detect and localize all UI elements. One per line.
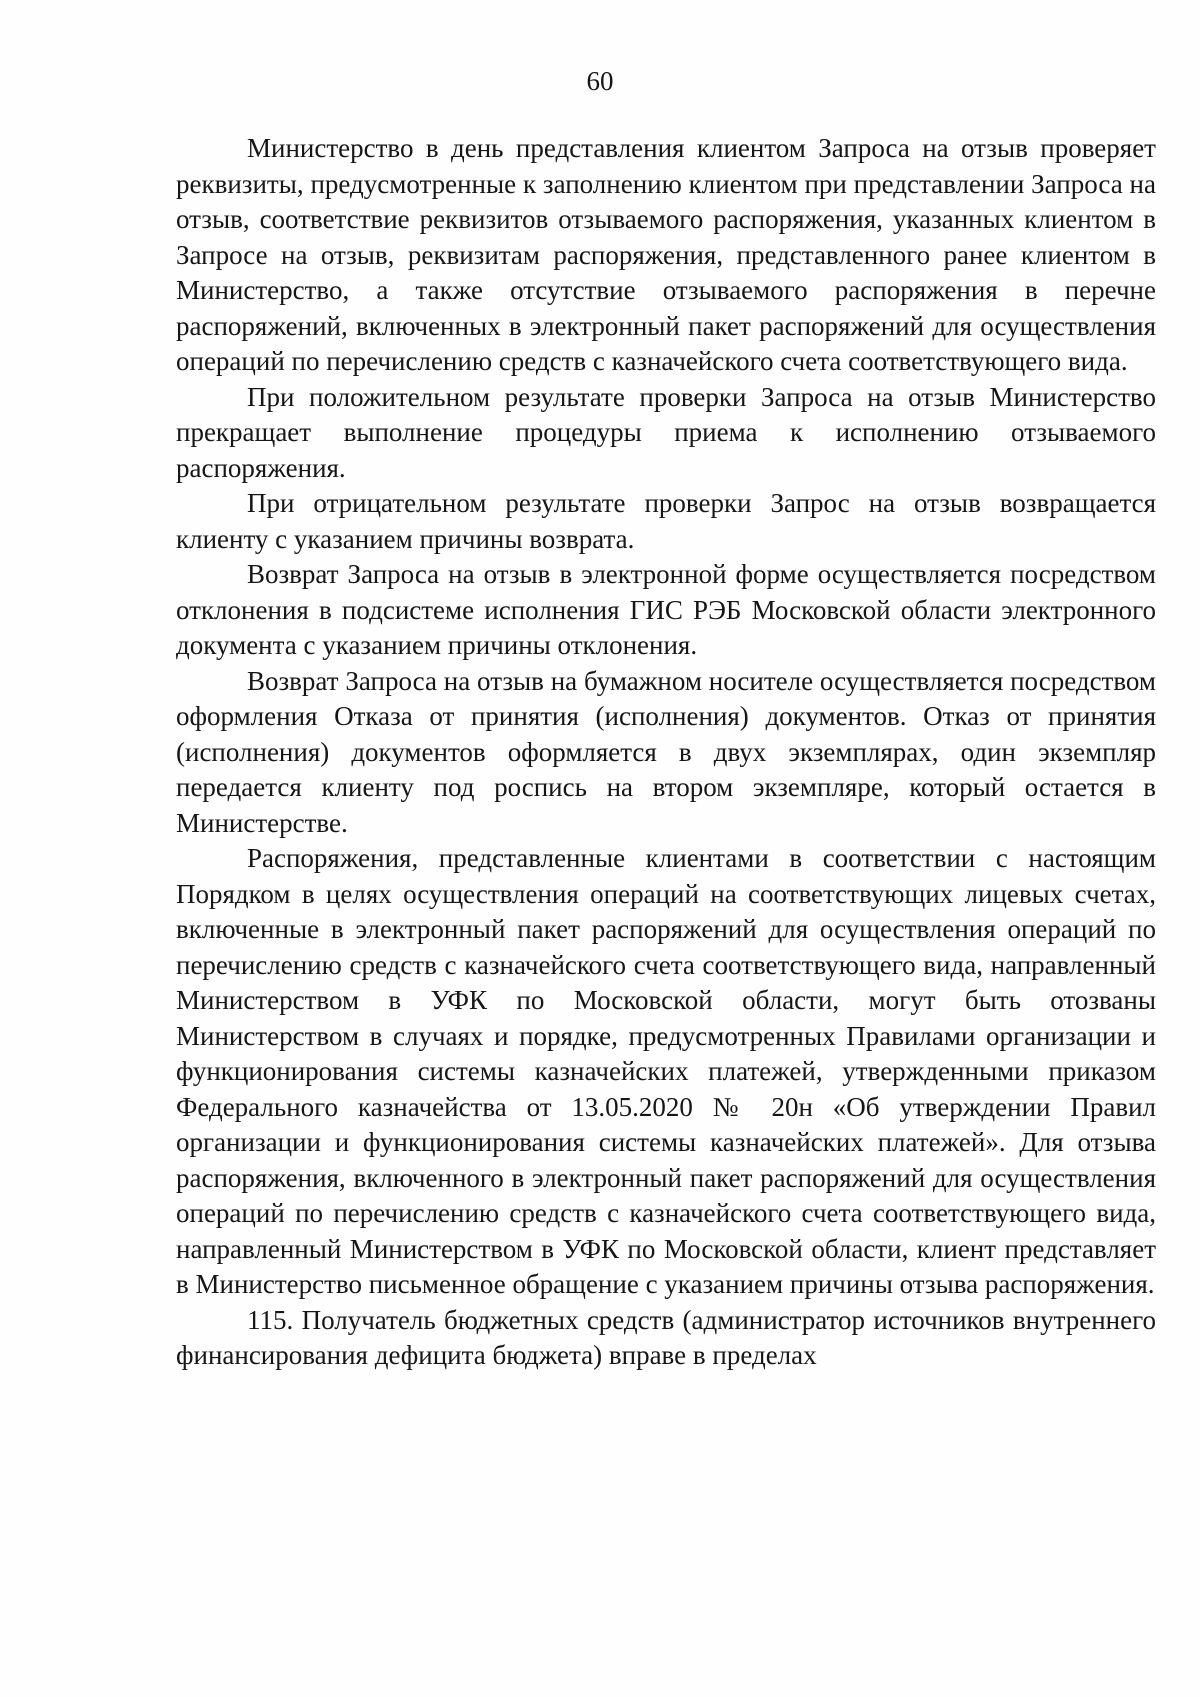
paragraph-recall-orders: Распоряжения, представленные клиентами в соответствии с настоящим Порядком в целях осуществления операций на соответствующих лицевых счетах, включенные в электронный пакет распоряжений для осуществления операций по перечислению средств с казначейского счета соответствующего вида, направленный Министерством в УФК по Московской области, могут быть отозваны Министерством в случаях и порядке, предусмотренных Правилами организации и функционирования системы казначейских платежей, утвержденными приказом Федерального казначейства от 13.05.2020 № 20н «Об утверждении Правил организации и функционирования системы казначейских платежей». Для отзыва распоряжения, включенного в электронный пакет распоряжений для осуществления операций по перечислению средств с казначейского счета соответствующего вида, направленный Министерством в УФК по Московской области, клиент представляет в Министерство письменное обращение с указанием причины отзыва распоряжения. [176, 843, 1156, 1299]
paragraph-electronic-return: Возврат Запроса на отзыв в электронной форме осуществляется посредством отклонения в подсистеме исполнения ГИС РЭБ Московской области электронного документа с указанием причины отклонения. [176, 559, 1156, 660]
paragraph-ministry-check: Министерство в день представления клиентом Запроса на отзыв проверяет реквизиты, предусмотренные к заполнению клиентом при представлении Запроса на отзыв, соответствие реквизитов отзываемого распоряжения, указанных клиентом в Запросе на отзыв, реквизитам распоряжения, представленного ранее клиентом в Министерство, а также отсутствие отзываемого распоряжения в перечне распоряжений, включенных в электронный пакет распоряжений для осуществления операций по перечислению средств с казначейского счета соответствующего вида. [176, 133, 1156, 376]
paragraph-positive-result: При положительном результате проверки Запроса на отзыв Министерство прекращает выполнение процедуры приема к исполнению отзываемого распоряжения. [176, 381, 1156, 483]
paragraph-paper-return: Возврат Запроса на отзыв на бумажном носителе осуществляется посредством оформления Отказа от принятия (исполнения) документов. Отказ от принятия (исполнения) документов оформляется в двух экземплярах, один экземпляр передается клиенту под роспись на втором экземпляре, который остается в Министерстве. [176, 665, 1156, 838]
paragraph-item-115: 115. Получатель бюджетных средств (администратор источников внутреннего финансирования дефицита бюджета) вправе в пределах [176, 1304, 1156, 1370]
document-body [176, 131, 1156, 1374]
paragraph-negative-result: При отрицательном результате проверки Запрос на отзыв возвращается клиенту с указанием причины возврата. [176, 488, 1156, 554]
page-number: 60 [586, 66, 614, 96]
